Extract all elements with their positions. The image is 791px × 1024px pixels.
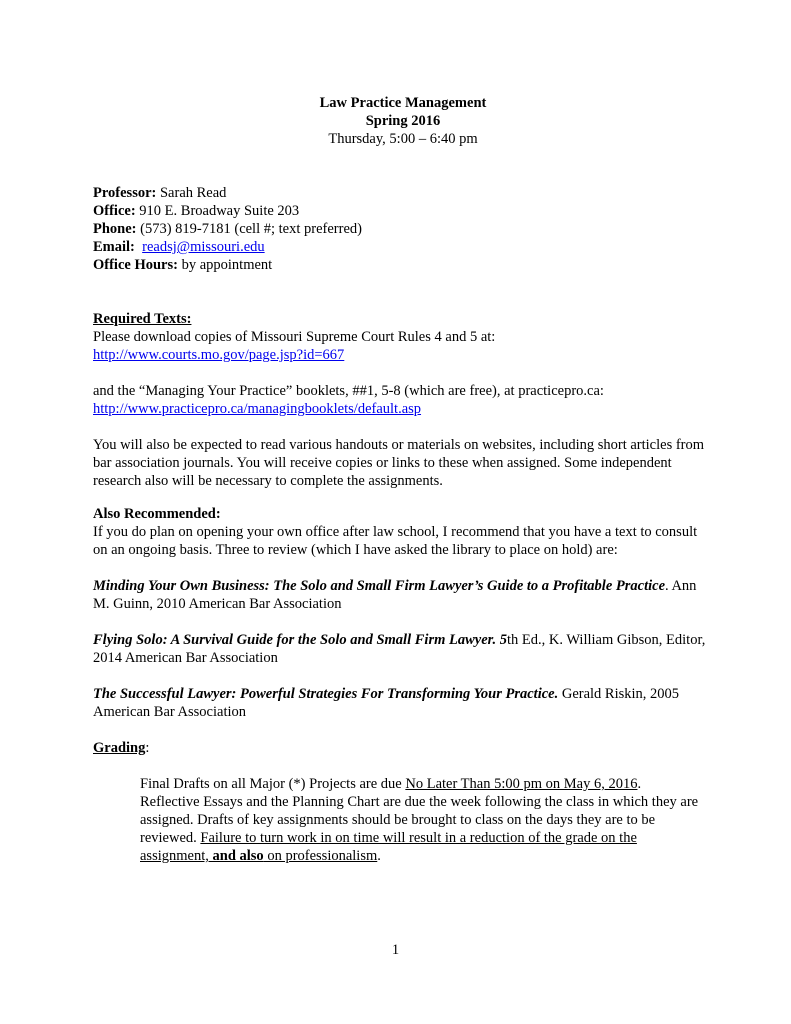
page-number: 1 [391, 942, 400, 958]
rules-intro: Please download copies of Missouri Supreme Court Rules 4 and 5 at: [93, 329, 496, 345]
book-1-details: . Ann M. Guinn, 2010 American Bar Association [93, 578, 697, 612]
and-also-text: and also [212, 848, 264, 864]
grading-section [93, 739, 713, 865]
phone-line [93, 220, 713, 238]
handouts-paragraph: You will also be expected to read various handouts or materials on websites, including short articles from bar association journals. You will receive copies or links to these when assigned. Some independent research also will be necessary to complete the assignments. [93, 437, 705, 489]
booklets-intro: and the “Managing Your Practice” booklets, ##1, 5-8 (which are free), at practicepro.ca: [93, 383, 604, 399]
professionalism-text: on professionalism [263, 848, 378, 864]
book-1 [93, 577, 713, 613]
book-2-details: th Ed., K. William Gibson, Editor, 2014 American Bar Association [93, 632, 706, 666]
grading-heading: Grading [93, 740, 146, 756]
book-1-title: Minding Your Own Business: The Solo and Small Firm Lawyer’s Guide to a Profitable Practice [93, 578, 666, 594]
syllabus-page [93, 94, 713, 865]
required-texts-heading: Required Texts: [93, 311, 192, 327]
office-line [93, 202, 713, 220]
grading-colon: : [145, 740, 150, 756]
email-line [93, 238, 713, 256]
recommended-heading: Also Recommended: [93, 506, 221, 522]
book-3 [93, 685, 713, 721]
deadline-text: No Later Than 5:00 pm on May 6, 2016 [405, 776, 638, 792]
office-hours-value: by appointment [177, 257, 273, 273]
contact-block [93, 184, 713, 274]
office-hours-line [93, 256, 713, 274]
required-texts-section [93, 310, 713, 490]
grading-text-1: Final Drafts on all Major (*) Projects are due [140, 776, 406, 792]
office-address: 910 E. Broadway Suite 203 [135, 203, 300, 219]
book-2-title: Flying Solo: A Survival Guide for the Solo and Small Firm Lawyer. 5 [93, 632, 507, 648]
book-3-details: Gerald Riskin, 2005 American Bar Association [93, 686, 680, 720]
grading-text-2: . Reflective Essays and the Planning Chart are due the week following the class in which they are assigned. Drafts of key assignments should be brought to class on the days they are to be reviewed. [140, 776, 699, 846]
professor-line [93, 184, 713, 202]
book-3-title: The Successful Lawyer: Powerful Strategies For Transforming Your Practice. [93, 686, 559, 702]
late-penalty-text: Failure to turn work in on time will result in a reduction of the grade on the assignment, [140, 830, 637, 864]
professor-name: Sarah Read [156, 185, 227, 201]
office-label: Office: [93, 203, 136, 219]
schedule: Thursday, 5:00 – 6:40 pm [328, 131, 478, 147]
course-title: Law Practice Management [319, 95, 487, 111]
email-label: Email: [93, 239, 135, 255]
phone-number: (573) 819-7181 (cell #; text preferred) [136, 221, 362, 237]
office-hours-label: Office Hours: [93, 257, 178, 273]
practicepro-link[interactable]: http://www.practicepro.ca/managingbooklets/default.asp [93, 401, 422, 417]
recommended-section [93, 505, 713, 721]
courts-link[interactable]: http://www.courts.mo.gov/page.jsp?id=667 [93, 347, 345, 363]
term: Spring 2016 [365, 113, 441, 129]
grading-period: . [377, 848, 381, 864]
recommended-intro: If you do plan on opening your own office after law school, I recommend that you have a text to consult on an ongoing basis. Three to review (which I have asked the library to place on hold) are: [93, 524, 698, 558]
phone-label: Phone: [93, 221, 137, 237]
book-2 [93, 631, 713, 667]
grading-paragraph [140, 775, 700, 865]
professor-label: Professor: [93, 185, 157, 201]
email-link[interactable]: readsj@missouri.edu [142, 239, 265, 255]
